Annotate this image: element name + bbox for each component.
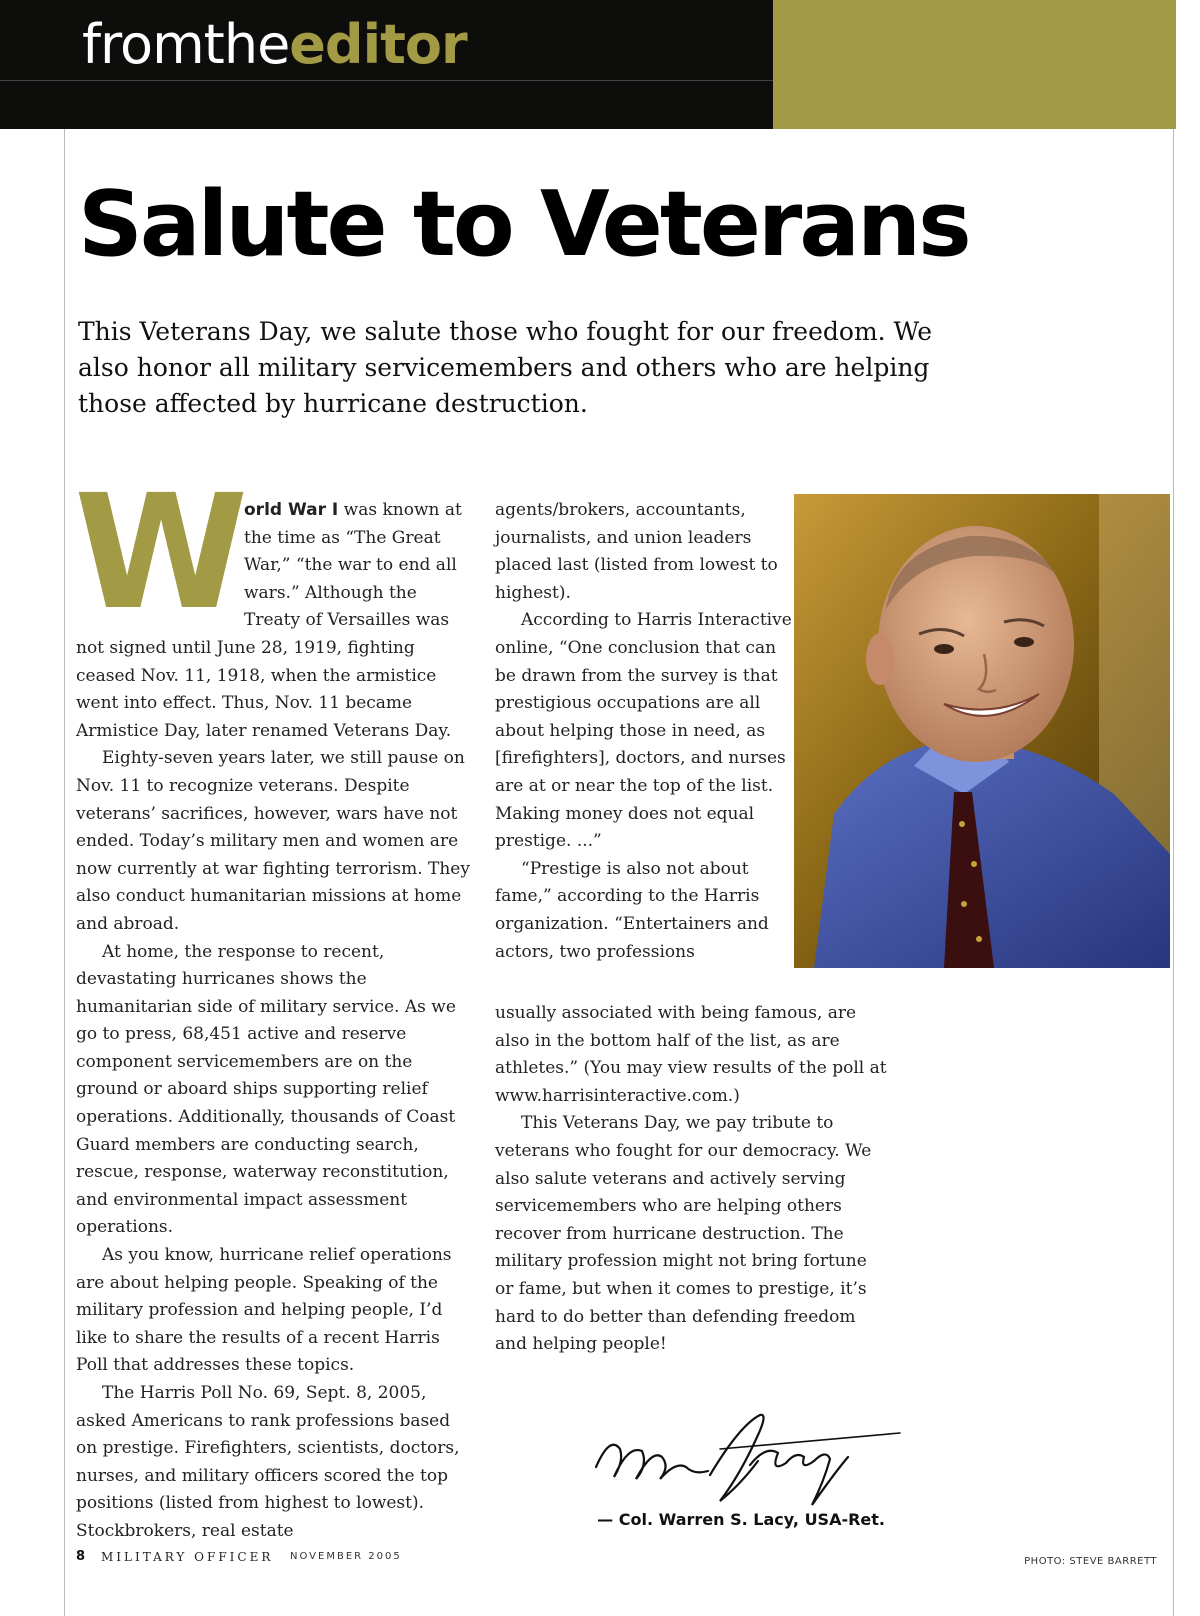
section-title-accent: editor — [289, 13, 467, 76]
paragraph-1-text: was known at the time as “The Great War,” “the war to end all wars.” Although the Treaty of Versailles was not signed until June 28, 1919, fighting ceased Nov. 11, 1918, when the armistice went into effect. Thus, Nov. 11 became Armistice Day, later renamed Veterans Day. — [76, 500, 462, 741]
paragraph-6: agents/brokers, accountants, journalists, and union leaders placed last (listed from lowest to highest). — [495, 500, 778, 603]
paragraph-9: This Veterans Day, we pay tribute to veterans who fought for our democracy. We also salute veterans and actively serving servicemembers who are helping others recover from hurricane destruction. The military profession might not bring fortune or fame, but when it comes to prestige, it’s hard to do better than defending freedom and helping people! — [495, 1113, 872, 1355]
section-title — [82, 13, 467, 76]
page-frame-left — [64, 129, 65, 1616]
paragraph-2: Eighty-seven years later, we still pause on Nov. 11 to recognize veterans. Despite veterans’ sacrifices, however, wars have not ended. Today’s military men and women are now currently at war fighting terrorism. They also conduct humanitarian missions at home and abroad. — [76, 748, 470, 934]
paragraph-7: According to Harris Interactive online, “One conclusion that can be drawn from the survey is that prestigious occupations are all about helping those in need, as [firefighters], doctors, and nurses are at or near the top of the list. Making money does not equal prestige. ...” — [495, 610, 792, 852]
issue-date: NOVEMBER 2005 — [290, 1551, 402, 1562]
publication-name: MILITARY OFFICER — [101, 1550, 274, 1564]
paragraph-8-end: usually associated with being famous, are also in the bottom half of the list, as are athletes.” (You may view results of the poll at www.harrisinteractive.com.) — [495, 1003, 887, 1106]
paragraph-3: At home, the response to recent, devastating hurricanes shows the humanitarian side of military service. As we go to press, 68,451 active and reserve component servicemembers are on the ground or aboard ships supporting relief operations. Additionally, thousands of Coast Guard members are conducting search, rescue, response, waterway reconstitution, and environmental impact assessment operations. — [76, 941, 456, 1238]
paragraph-5: The Harris Poll No. 69, Sept. 8, 2005, asked Americans to rank professions based on prestige. Firefighters, scientists, doctors, nurses, and military officers scored the top positions (listed from highest to lowest). Stockbrokers, real estate — [76, 1383, 460, 1541]
paragraph-1 — [74, 461, 472, 745]
headline: Salute to Veterans — [78, 172, 969, 277]
section-title-prefix: fromthe — [82, 13, 290, 76]
editor-portrait-photo — [794, 494, 1170, 968]
page-number: 8 — [76, 1549, 86, 1564]
editor-signature — [590, 1405, 920, 1515]
article-column-2-continued — [495, 1000, 890, 1359]
paragraph-4: As you know, hurricane relief operations are about helping people. Speaking of the military profession and helping people, I’d like to share the results of a recent Harris Poll that addresses these topics. — [76, 1245, 452, 1376]
deck: This Veterans Day, we salute those who fought for our freedom. We also honor all military servicemembers and others who are helping those affected by hurricane destruction. — [78, 317, 933, 418]
lead-in: orld War I — [244, 500, 339, 520]
article-column-2 — [495, 497, 795, 966]
editor-portrait-illustration — [794, 494, 1170, 968]
page-frame-right — [1173, 129, 1174, 1616]
photo-credit: PHOTO: STEVE BARRETT — [1024, 1556, 1157, 1567]
article-column-1 — [74, 461, 472, 1546]
header-rule — [0, 80, 773, 81]
signature-credit: — Col. Warren S. Lacy, USA-Ret. — [597, 1510, 885, 1529]
paragraph-8-start: “Prestige is also not about fame,” according to the Harris organization. “Entertainers and actors, two professions — [495, 858, 769, 962]
drop-cap: W — [74, 461, 245, 645]
header-accent-block — [773, 0, 1176, 129]
